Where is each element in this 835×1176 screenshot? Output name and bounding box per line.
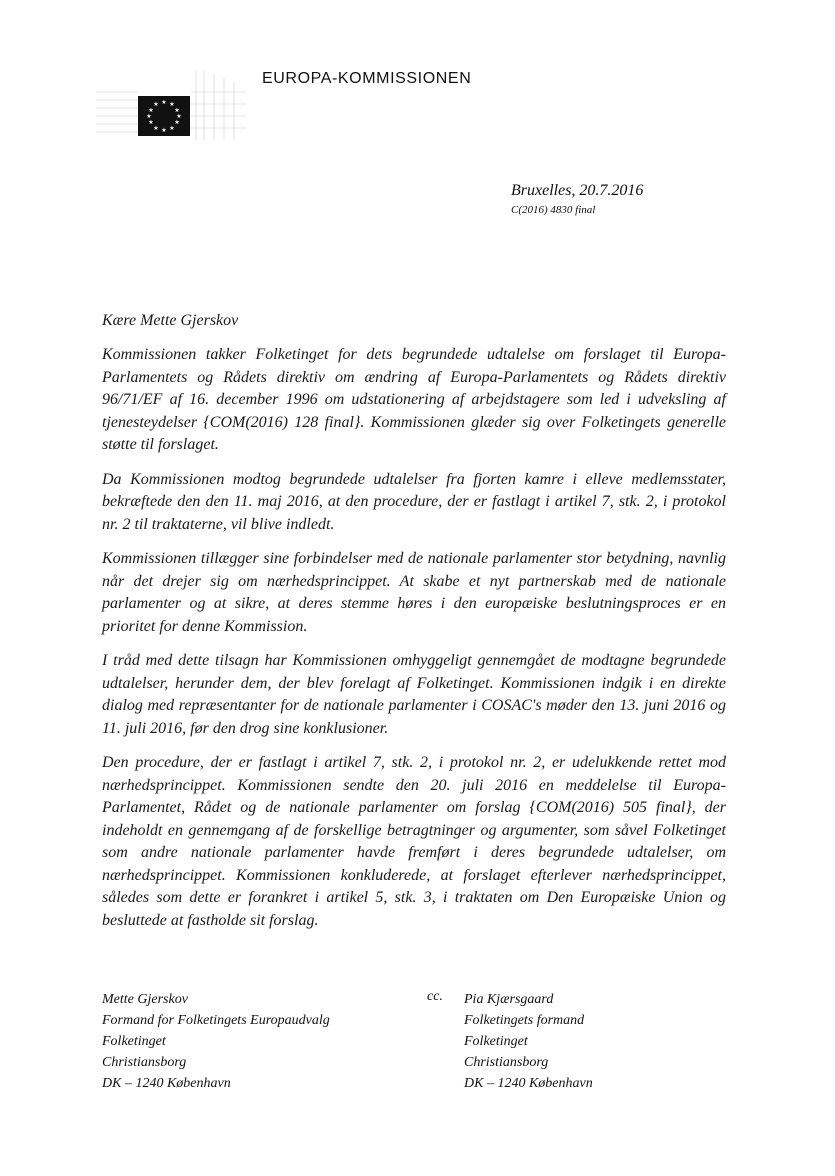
eu-flag-logo bbox=[96, 70, 246, 146]
svg-text:★: ★ bbox=[153, 101, 159, 108]
addressee-city: DK – 1240 København bbox=[102, 1076, 231, 1091]
paragraph: Kommissionen tillægger sine forbindelser med de nationale parlamenter stor betydning, navnlig når det drejer sig om nærhedsprincippet. At skabe et nyt partnerskab med de nationale parlamenter og at sikre, at deres stemme høres i den europæiske beslutningsproces er en prioritet for denne Kommission. bbox=[102, 550, 726, 635]
cc-block bbox=[464, 989, 593, 1094]
cc-building: Christiansborg bbox=[464, 1055, 549, 1070]
addressee-institution: Folketinget bbox=[102, 1034, 166, 1049]
svg-text:★: ★ bbox=[169, 101, 175, 108]
addressee-name: Mette Gjerskov bbox=[102, 992, 188, 1007]
svg-text:★: ★ bbox=[174, 119, 180, 126]
paragraph: Da Kommissionen modtog begrundede udtalelser fra fjorten kamre i elleve medlemsstater, bekræftede den den 11. maj 2016, at den procedure, der er fastlagt i artikel 7, stk. 2, i protokol nr. 2 til traktaterne, vil blive indledt. bbox=[102, 470, 726, 533]
svg-text:★: ★ bbox=[176, 113, 182, 120]
svg-text:★: ★ bbox=[161, 127, 167, 134]
addressee-building: Christiansborg bbox=[102, 1055, 187, 1070]
addressee-block bbox=[102, 989, 330, 1094]
addressee-title: Formand for Folketingets Europaudvalg bbox=[102, 1013, 330, 1028]
svg-text:★: ★ bbox=[148, 107, 154, 114]
svg-text:★: ★ bbox=[169, 125, 175, 132]
svg-text:★: ★ bbox=[174, 107, 180, 114]
letter-body bbox=[102, 344, 726, 944]
cc-label: cc. bbox=[427, 989, 443, 1004]
cc-name: Pia Kjærsgaard bbox=[464, 992, 554, 1007]
place-date: Bruxelles, 20.7.2016 bbox=[511, 182, 644, 199]
cc-city: DK – 1240 København bbox=[464, 1076, 593, 1091]
svg-text:★: ★ bbox=[148, 119, 154, 126]
svg-text:★: ★ bbox=[146, 113, 152, 120]
svg-text:★: ★ bbox=[153, 125, 159, 132]
paragraph: Den procedure, der er fastlagt i artikel 7, stk. 2, i protokol nr. 2, er udelukkende rettet mod nærhedsprincippet. Kommissionen sendte den 20. juli 2016 en meddelelse til Europa-Parlamentet, Rådet og de nationale parlamenter om forslag {COM(2016) 505 final}, der indeholdt en gennemgang af de forskellige betragtninger og argumenter, som såvel Folketinget som andre nationale parlamenter havde fremført i deres begrundede udtalelser, om nærhedsprincippet. Kommissionen konkluderede, at forslaget efterlever nærhedsprincippet, således som dette er forankret i artikel 5, stk. 3, i traktaten om Den Europæiske Union og besluttede at fastholde sit forslag. bbox=[102, 754, 726, 929]
organization-name: EUROPA-KOMMISSIONEN bbox=[262, 70, 472, 87]
svg-text:★: ★ bbox=[161, 99, 167, 106]
salutation: Kære Mette Gjerskov bbox=[102, 312, 239, 329]
cc-institution: Folketinget bbox=[464, 1034, 528, 1049]
paragraph: I tråd med dette tilsagn har Kommissionen omhyggeligt gennemgået de modtagne begrundede udtalelser, herunder dem, der blev forelagt af Folketinget. Kommissionen indgik i en direkte dialog med repræsentanter for de nationale parlamenter i COSAC's møder den 13. juni 2016 og 11. juli 2016, før den drog sine konklusioner. bbox=[102, 652, 726, 737]
cc-title: Folketingets formand bbox=[464, 1013, 585, 1028]
document-reference: C(2016) 4830 final bbox=[511, 204, 596, 216]
paragraph: Kommissionen takker Folketinget for dets begrundede udtalelse om forslaget til Europa-Parlamentets og Rådets direktiv om ændring af Europa-Parlamentets og Rådets direktiv 96/71/EF af 16. december 1996 om udstationering af arbejdstagere som led i udveksling af tjenesteydelser {COM(2016) 128 final}. Kommissionen glæder sig over Folketingets generelle støtte til forslaget. bbox=[102, 346, 726, 453]
